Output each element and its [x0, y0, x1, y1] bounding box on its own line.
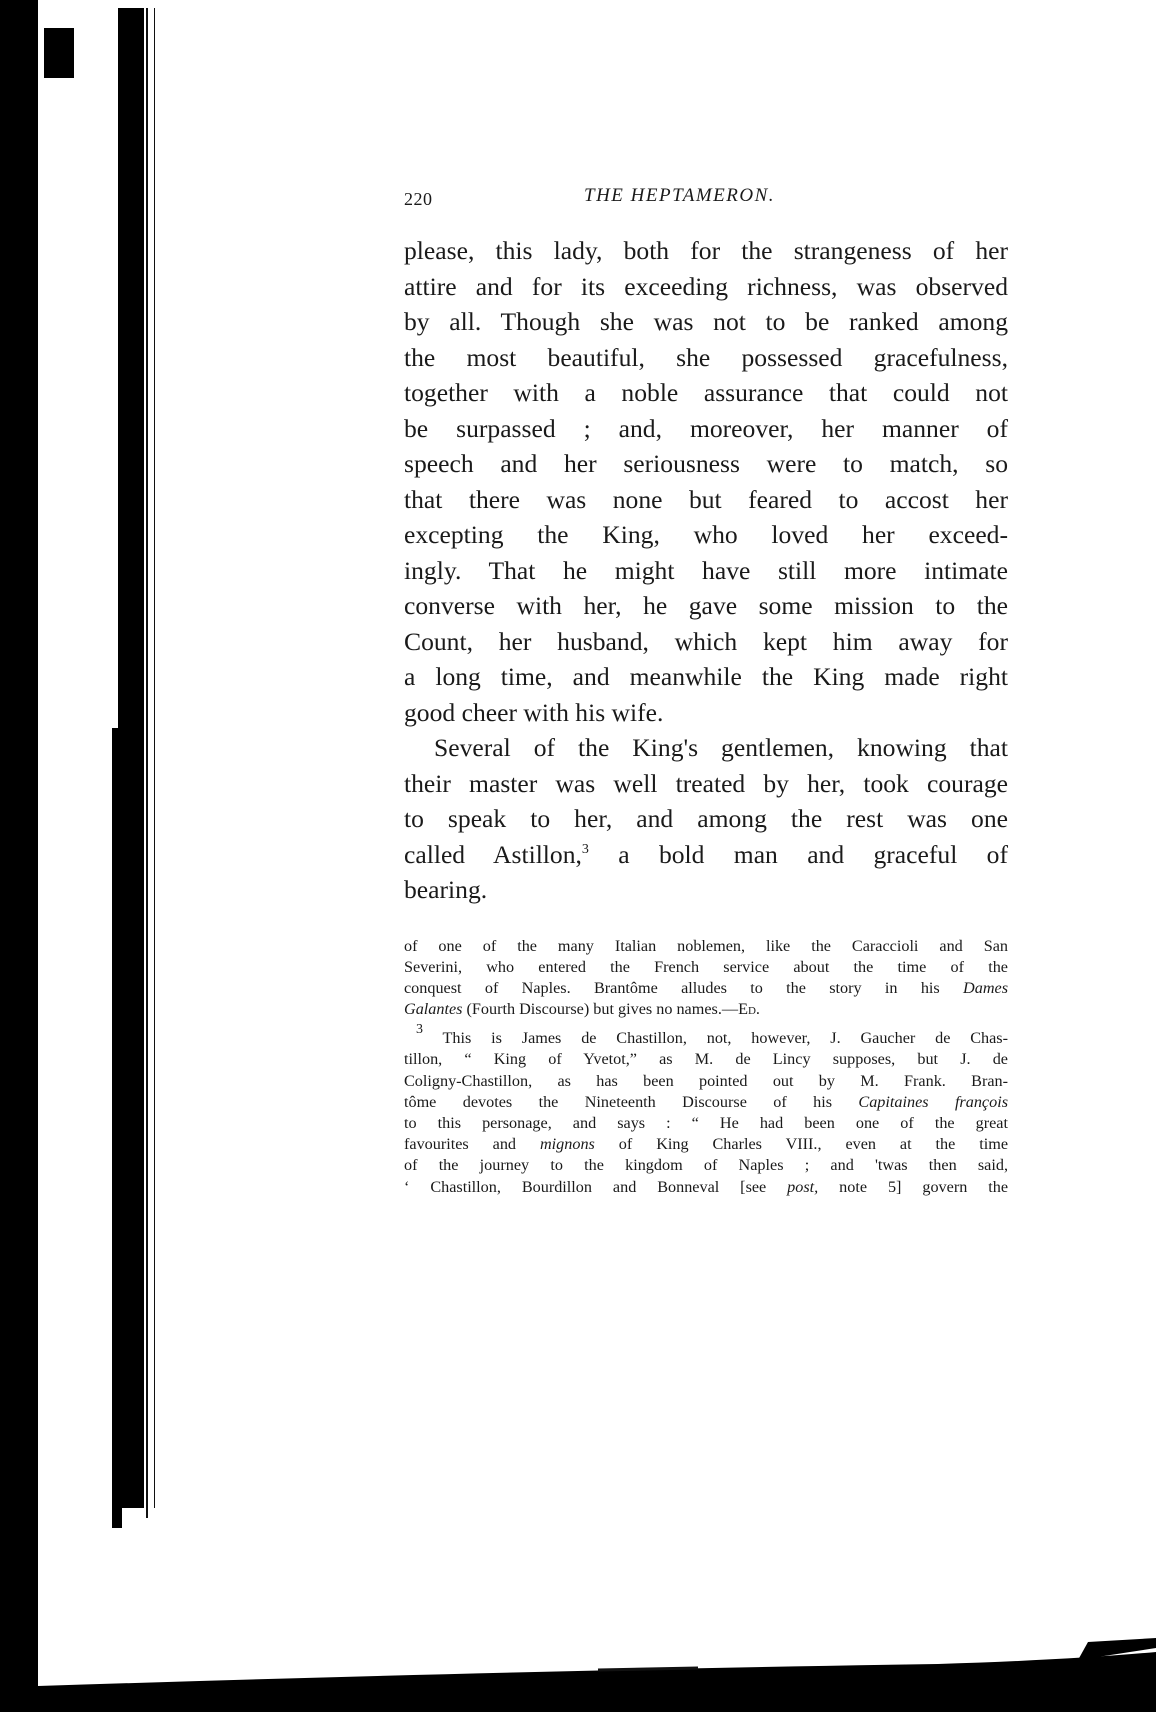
- spine-line: [154, 8, 155, 1508]
- body-line: together with a noble assurance that could not: [404, 378, 1008, 407]
- italic-term: mignons: [539, 1135, 595, 1154]
- book-page: [404, 185, 1008, 1198]
- footnote-text: favourites and: [404, 1135, 517, 1154]
- footnote-line: Severini, who entered the French service about the time of the: [404, 957, 1008, 976]
- body-line: please, this lady, both for the strangeness of her: [404, 236, 1008, 265]
- body-line: Several of the King's gentlemen, knowing that: [434, 733, 1008, 762]
- body-line: speech and her seriousness were to match, so: [404, 449, 1008, 478]
- body-line: a long time, and meanwhile the King made right: [404, 662, 1008, 691]
- footnote-text: This is James de Chastillon, not, however, J. Gaucher de Chas-: [442, 1029, 1008, 1048]
- body-line: Count, her husband, which kept him away for: [404, 626, 1008, 656]
- footnote-line: [404, 1092, 1008, 1113]
- spine-artifact: [44, 28, 74, 78]
- scan-binding-shadow: [38, 8, 158, 1568]
- footnote-line: tillon, “ King of Yvetot,” as M. de Lincy supposes, but J. de: [404, 1050, 1008, 1069]
- footnote-text: of King Charles VIII., even at the time: [618, 1135, 1009, 1154]
- footnote-line: [404, 978, 1008, 999]
- body-line: good cheer with his wife.: [404, 697, 664, 727]
- footnote-line: to this personage, and says : “ He had been one of the great: [404, 1114, 1008, 1132]
- body-line: the most beautiful, she possessed gracefulness,: [404, 342, 1008, 372]
- body-line: by all. Though she was not to be ranked among: [404, 307, 1008, 336]
- book-title: Dames: [963, 978, 1008, 997]
- book-title: Galantes: [404, 1000, 463, 1019]
- footnote-line: [404, 1134, 1008, 1155]
- scan-left-edge: [0, 0, 38, 1712]
- page-number: 220: [404, 189, 433, 209]
- footnote-line: of the journey to the kingdom of Naples ; and 'twas then said,: [404, 1156, 1008, 1175]
- body-line: be surpassed ; and, moreover, her manner of: [404, 413, 1008, 443]
- footnote-marker: 3: [416, 1022, 423, 1038]
- running-title: THE HEPTAMERON.: [584, 185, 776, 206]
- body-line: attire and for its exceeding richness, was observed: [404, 271, 1008, 301]
- spine-line: [146, 8, 148, 1518]
- footnote-text: tôme devotes the Nineteenth Discourse of his: [404, 1092, 833, 1111]
- footnotes: [404, 936, 1008, 1198]
- footnote-text: note 5] govern the: [839, 1177, 1009, 1196]
- body-line-end: a bold man and graceful of: [618, 839, 1008, 869]
- editor-mark: Ed.: [738, 1000, 760, 1019]
- body-line: [404, 837, 1008, 873]
- scan-bottom-edge: [0, 1700, 1156, 1712]
- footnote-line: Coligny-Chastillon, as has been pointed out by M. Frank. Bran-: [404, 1071, 1008, 1090]
- body-text: [404, 233, 1008, 908]
- body-line: ingly. That he might have still more intimate: [404, 555, 1008, 585]
- footnote-reference: 3: [581, 841, 589, 857]
- book-title: Capitaines françois: [858, 1092, 1008, 1111]
- body-line: bearing.: [404, 875, 488, 904]
- page-curl-shadow: [38, 1630, 1156, 1700]
- body-line: excepting the King, who loved her exceed-: [404, 520, 1008, 549]
- body-line: converse with her, he gave some mission to the: [404, 591, 1008, 620]
- footnote-text: ‘ Chastillon, Bourdillon and Bonneval [see: [404, 1177, 767, 1196]
- body-line: to speak to her, and among the rest was one: [404, 804, 1008, 833]
- footnote-line: [404, 1177, 1008, 1198]
- body-line: their master was well treated by her, took courage: [404, 768, 1008, 798]
- footnote-line: [404, 1022, 1008, 1049]
- footnote-line: [404, 999, 1008, 1020]
- italic-term: post,: [787, 1177, 819, 1196]
- footnote-text: (Fourth Discourse) but gives no names.—: [466, 1000, 739, 1019]
- running-head: [404, 185, 1008, 215]
- body-line-start: called Astillon,: [404, 839, 582, 869]
- footnote-text: conquest of Naples. Brantôme alludes to the story in his: [404, 978, 940, 997]
- footnote-line: of one of the many Italian noblemen, like the Caraccioli and San: [404, 936, 1008, 955]
- body-line: that there was none but feared to accost her: [404, 484, 1008, 514]
- spine-artifact: [112, 728, 122, 1528]
